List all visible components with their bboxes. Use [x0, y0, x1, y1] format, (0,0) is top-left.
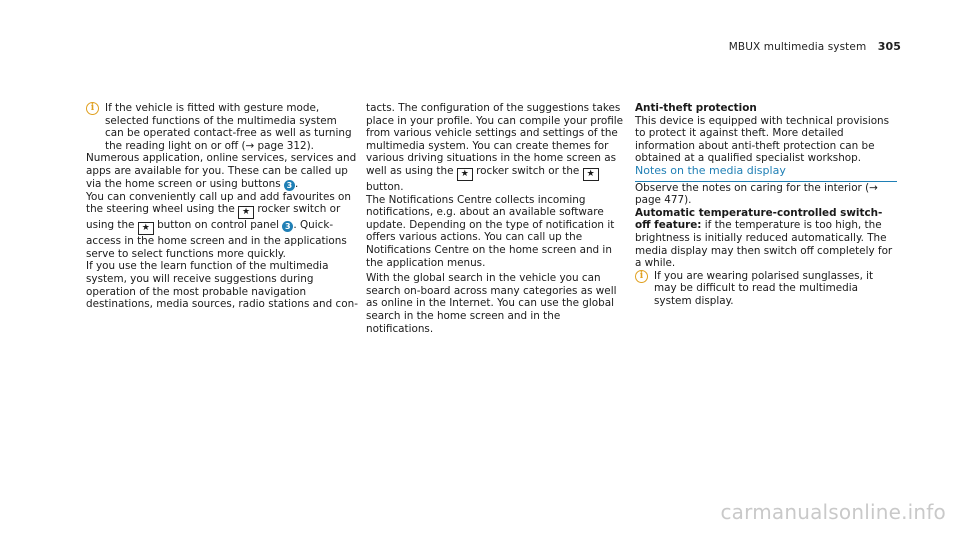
column-3	[635, 102, 897, 308]
info-note-gesture	[86, 102, 358, 152]
auto-switch-off-text: if the temperature is too high, the brightness is initially reduced automatically. The media display may then switch off completely for a while.	[635, 219, 893, 270]
button-3-badge: 3	[282, 221, 293, 232]
favourites-text-a: You can conveniently call up and add favourites on the steering wheel using the	[86, 190, 351, 216]
paragraph-suggestions	[366, 102, 628, 194]
auto-switch-off-paragraph	[635, 207, 897, 270]
favourites-text-c: button on control panel	[157, 219, 280, 232]
info-icon: i	[86, 102, 99, 115]
header-title: MBUX multimedia system	[728, 41, 867, 53]
page-header	[729, 40, 901, 53]
info-icon: i	[635, 270, 648, 283]
page-number: 305	[877, 40, 901, 53]
antitheft-text: This device is equipped with technical provisions to protect it against theft. More detailed information about anti-theft protection can be obtained at a qualified specialist workshop.	[635, 114, 890, 165]
column-2	[366, 102, 628, 335]
paragraph-apps-end: .	[294, 177, 299, 190]
paragraph-apps	[86, 152, 358, 190]
auto-switch-off-label: Automatic temperature-controlled switch-off feature:	[635, 206, 883, 232]
note-sunglasses-text: If you are wearing polarised sunglasses, it may be difficult to read the multimedia system display.	[654, 269, 874, 307]
star-icon: ★	[457, 168, 473, 181]
button-3-badge: 3	[284, 180, 295, 191]
note-gesture-text: If the vehicle is fitted with gesture mode, selected functions of the multimedia system can be operated contact-free as well as turning the reading light on or off (→ page 312).	[105, 102, 352, 152]
suggestions-text-a: tacts. The configuration of the suggestions takes place in your profile. You can compile your profile from various vehicle settings and settings of the multimedia system. You can create themes for various driving situations in the home screen as well as using the	[366, 102, 624, 177]
watermark: carmanualsonline.info	[720, 500, 946, 524]
paragraph-notifications: The Notifications Centre collects incoming notifications, e.g. about an available software update. Depending on the type of notification it offers various actions. You can call up the Notifications Centre on the home screen and in the application menus.	[366, 193, 615, 269]
observe-notes-text: Observe the notes on caring for the interior (→ page 477).	[635, 181, 878, 207]
favourites-text-b: rocker switch or using the	[86, 203, 341, 232]
star-icon: ★	[138, 222, 154, 235]
star-icon: ★	[238, 206, 254, 219]
section-heading-media-display: Notes on the media display	[635, 165, 897, 182]
favourites-text-d: . Quick-access in the home screen and in the applications serve to select functions more quickly.	[86, 219, 347, 260]
suggestions-text-c: button.	[366, 180, 404, 193]
star-icon: ★	[583, 168, 599, 181]
paragraph-apps-text: Numerous application, online services, services and apps are available for you. These can be called up via the home screen or using buttons	[86, 152, 357, 190]
column-1	[86, 102, 358, 311]
antitheft-heading: Anti-theft protection	[635, 102, 757, 114]
info-note-sunglasses	[635, 270, 897, 308]
paragraph-favourites	[86, 191, 358, 261]
paragraph-global-search: With the global search in the vehicle you can search on-board across many categories as well as online in the Internet. You can use the global search in the home screen and in the notifications.	[366, 272, 617, 335]
paragraph-learn-function: If you use the learn function of the multimedia system, you will receive suggestions during operation of the most probable navigation destinations, media sources, radio stations and con-	[86, 260, 358, 311]
suggestions-text-b: rocker switch or the	[476, 164, 580, 177]
